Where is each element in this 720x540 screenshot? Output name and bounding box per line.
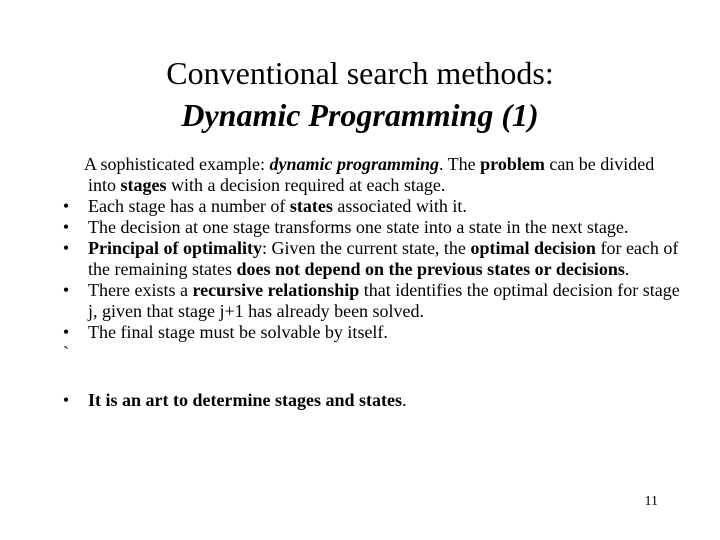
bullet-icon: • — [62, 280, 70, 300]
bullet-emphasis: does not depend on the previous states or decisions — [236, 259, 625, 279]
spacer — [56, 364, 680, 390]
bullet-emphasis: recursive relationship — [192, 280, 360, 300]
bullet-icon: • — [62, 390, 70, 410]
slide-body — [56, 154, 680, 411]
intro-paragraph — [56, 154, 680, 196]
intro-emphasis-problem: problem — [480, 154, 545, 174]
bullet-icon: • — [62, 238, 70, 258]
bullet-item — [56, 322, 680, 343]
intro-text: with a decision required at each stage. — [166, 175, 446, 195]
title-line-2: Dynamic Programming (1) — [181, 97, 539, 133]
bullet-emphasis: optimal decision — [470, 238, 596, 258]
bullet-text: The decision at one stage transforms one state into a state in the next stage. — [88, 217, 629, 237]
intro-emphasis-stages: stages — [120, 175, 167, 195]
intro-emphasis-dynamic-programming: dynamic programming — [269, 154, 439, 174]
bullet-text: There exists a — [88, 280, 193, 300]
bullet-emphasis: states — [289, 196, 333, 216]
bullet-item — [56, 196, 680, 217]
title-line-1: Conventional search methods: — [166, 55, 554, 91]
bullet-icon: • — [62, 322, 70, 342]
bullet-item — [56, 280, 680, 322]
intro-text: can be divided into — [88, 154, 655, 195]
stray-mark: ` — [63, 343, 69, 363]
bullet-item — [56, 390, 680, 411]
bullet-text: Each stage has a number of — [88, 196, 290, 216]
stray-mark-row — [56, 343, 680, 364]
intro-text: A sophisticated example: — [84, 154, 270, 174]
bullet-item — [56, 238, 680, 280]
bullet-text: The final stage must be solvable by itself. — [88, 322, 388, 342]
intro-text: . The — [438, 154, 481, 174]
bullet-text: . — [624, 259, 630, 279]
slide-title — [60, 52, 660, 136]
bullet-emphasis: It is an art to determine stages and states — [88, 390, 402, 410]
page-number: 11 — [644, 494, 658, 509]
bullet-icon: • — [62, 217, 70, 237]
bullet-emphasis: Principal of optimality — [88, 238, 262, 258]
bullet-icon: • — [62, 196, 70, 216]
bullet-item — [56, 217, 680, 238]
bullet-text: . — [401, 390, 407, 410]
bullet-text: : Given the current state, the — [262, 238, 471, 258]
bullet-text: for each of the remaining states — [88, 238, 679, 279]
bullet-text: that identifies the optimal decision for stage j, given that stage j+1 has already been solved. — [88, 280, 680, 321]
bullet-text: associated with it. — [332, 196, 467, 216]
